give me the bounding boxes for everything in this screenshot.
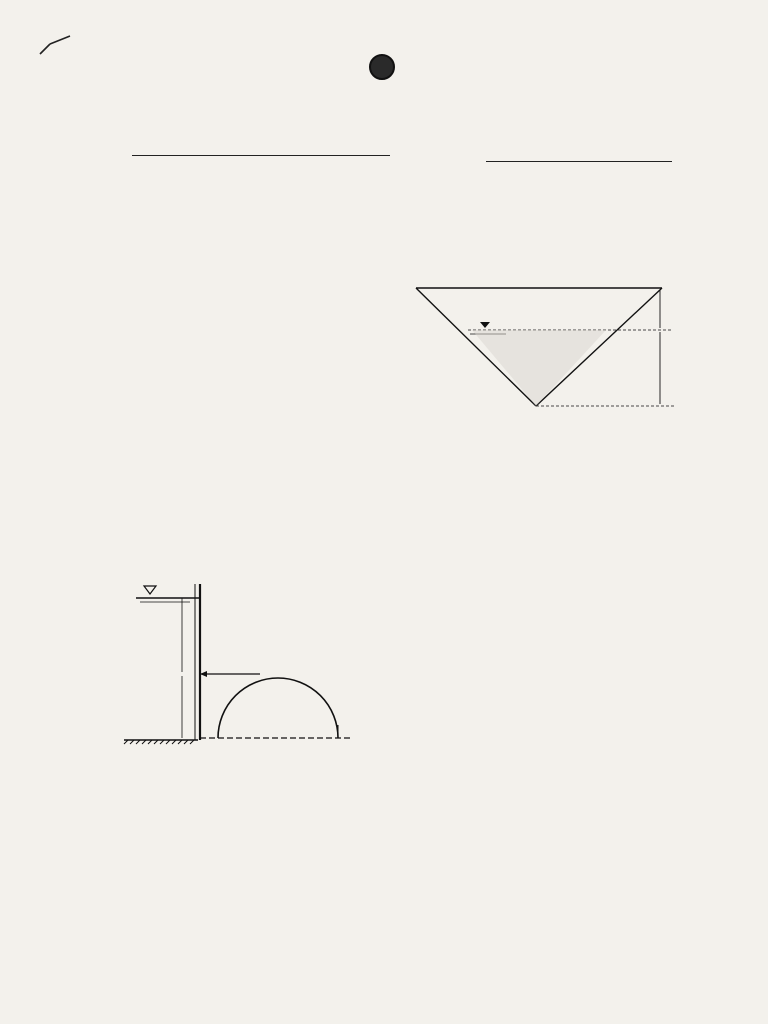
student-no-line[interactable]: [486, 161, 672, 162]
page-header: [0, 54, 768, 86]
left-column: [102, 155, 374, 171]
water-level-triangle-icon: [144, 586, 156, 594]
feu-logo: [369, 54, 395, 80]
liquid-level-triangle-icon: [480, 322, 490, 328]
semicircular-gate: [218, 678, 338, 738]
trough-figure: [410, 272, 682, 424]
gate-figure: [110, 580, 370, 752]
